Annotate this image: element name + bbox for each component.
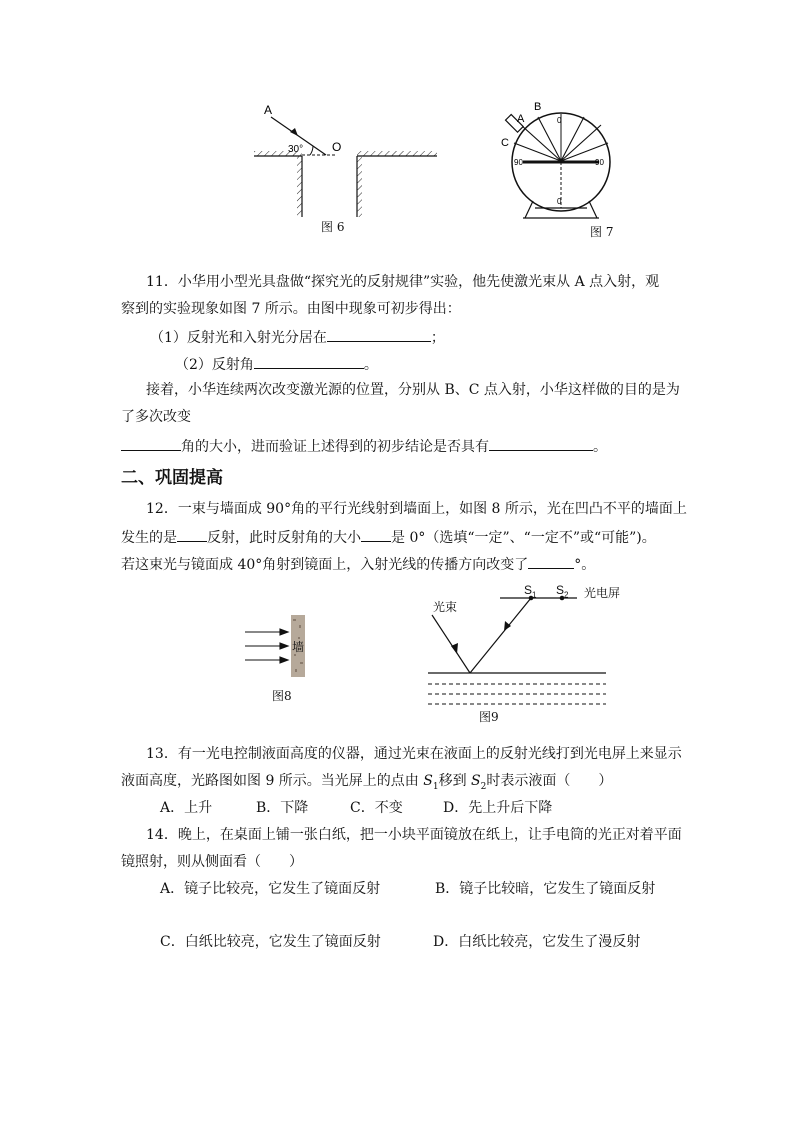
q13-s2-sub: 2 — [480, 781, 487, 792]
q12-blank3[interactable] — [528, 554, 574, 569]
q13-line2 — [121, 772, 612, 796]
incident-beam — [432, 615, 470, 673]
figure-7-caption: 图 7 — [590, 225, 614, 239]
s1-subscript: 1 — [532, 590, 537, 600]
reflected-ray-b — [561, 117, 584, 161]
q11-item1-end: ； — [430, 330, 445, 346]
figure-7-diagram — [495, 98, 625, 228]
q11-item1-text: （1）反射光和入射光分居在 — [150, 330, 327, 346]
reflected-beam-arrow — [504, 621, 511, 631]
section-title: 二、巩固提高 — [121, 468, 223, 488]
incident-ray-arrow — [290, 128, 298, 136]
q11-item2 — [175, 354, 378, 374]
q11-line2: 察到的实验现象如图 7 所示。由图中现象可初步得出： — [121, 301, 461, 317]
figure-6-caption: 图 6 — [321, 220, 345, 234]
q13-option-c[interactable]: C．不变 — [350, 800, 403, 816]
q12-line2 — [121, 527, 656, 547]
figure-8-diagram — [240, 610, 320, 680]
screen-label: 光电屏 — [584, 586, 621, 600]
left-wall-hatch — [297, 156, 302, 217]
q12-line3-a: 若这束光与镜面成 40°角射到镜面上，入射光线的传播方向改变了 — [121, 557, 529, 573]
q12-line3-b: °。 — [574, 557, 596, 573]
right-tick: 90 — [595, 158, 604, 167]
label-c: C — [501, 137, 509, 149]
q13-s2: S — [471, 773, 481, 789]
q11-line5-end: 。 — [593, 439, 607, 455]
q11-line3: 接着，小华连续两次改变激光源的位置，分别从 B、C 点入射，小华这样做的目的是为 — [146, 382, 680, 398]
q14-option-d[interactable]: D．白纸比较亮，它发生了漫反射 — [433, 934, 641, 950]
q11-blank1[interactable] — [327, 327, 431, 342]
label-a: A — [517, 113, 525, 125]
q11-line5 — [121, 436, 607, 456]
q11-item2-text: （2）反射角 — [175, 357, 254, 373]
q12-line1: 12．一束与墙面成 90°角的平行光线射到墙面上，如图 8 所示，光在凹凸不平的墙面上 — [146, 501, 687, 517]
incident-ray-a — [521, 125, 561, 161]
q14-option-b[interactable]: B．镜子比较暗，它发生了镜面反射 — [435, 881, 656, 897]
q11-line5-text: 角的大小，进而验证上述得到的初步结论是否具有 — [181, 439, 489, 455]
figure-8-caption: 图8 — [272, 689, 292, 703]
q13-option-a[interactable]: A．上升 — [160, 800, 213, 816]
q12-blank2[interactable] — [361, 527, 391, 542]
q12-blank1[interactable] — [177, 527, 207, 542]
q13-line2-a: 液面高度，光路图如图 9 所示。当光屏上的点由 — [121, 773, 424, 789]
q11-blank3[interactable] — [121, 436, 181, 451]
q12-line2-b: 反射，此时反射角的大小 — [207, 530, 361, 546]
q11-line4: 了多次改变 — [121, 409, 191, 425]
angle-arc — [310, 146, 313, 155]
q12-line3 — [121, 554, 595, 574]
label-a: A — [264, 103, 273, 117]
angle-label: 30° — [288, 144, 304, 155]
figure-6-diagram — [240, 95, 450, 240]
right-wall-hatch — [357, 156, 362, 217]
s2-label — [556, 583, 568, 599]
q11-item1 — [150, 327, 445, 347]
q14-line1: 14．晚上，在桌面上铺一张白纸，把一小块平面镜放在纸上，让手电筒的光正对着平面 — [146, 827, 682, 843]
s1-label — [524, 583, 536, 599]
q12-line2-a: 发生的是 — [121, 530, 177, 546]
q14-line2: 镜照射，则从侧面看（ ） — [121, 854, 303, 870]
q13-option-d[interactable]: D．先上升后下降 — [443, 800, 553, 816]
parallel-light-rays — [245, 629, 288, 663]
q11-line1: 11．小华用小型光具盘做“探究光的反射规律”实验，他先使激光束从 A 点入射，观 — [146, 274, 660, 290]
q11-item2-end: 。 — [363, 357, 378, 373]
reflected-ray-a — [561, 125, 601, 161]
q13-line2-c: 时表示液面（ ） — [486, 773, 613, 789]
figure-9-caption: 图9 — [479, 710, 499, 724]
beam-label: 光束 — [433, 600, 458, 614]
s1-letter: S — [524, 583, 533, 597]
q13-s1: S — [423, 773, 433, 789]
label-o: O — [332, 140, 342, 154]
q13-line2-b: 移到 — [438, 773, 472, 789]
q14-option-c[interactable]: C．白纸比较亮，它发生了镜面反射 — [160, 934, 381, 950]
top-tick: 0 — [557, 116, 562, 125]
q11-blank2[interactable] — [254, 354, 364, 369]
wall-label: 墙 — [292, 640, 305, 654]
q11-blank4[interactable] — [489, 436, 593, 451]
label-b: B — [534, 101, 542, 113]
q13-option-b[interactable]: B．下降 — [256, 800, 309, 816]
reflected-beam — [470, 598, 531, 673]
s2-subscript: 2 — [564, 590, 569, 600]
q13-line1: 13．有一光电控制液面高度的仪器，通过光束在液面上的反射光线打到光电屏上来显示 — [146, 746, 682, 762]
bottom-tick: 0 — [557, 197, 562, 206]
q12-line2-c: 是 0°（选填“一定”、“一定不”或“可能”)。 — [391, 530, 656, 546]
right-ground-hatch — [357, 151, 437, 156]
q13-s1-sub: 1 — [432, 781, 439, 792]
q14-option-a[interactable]: A．镜子比较亮，它发生了镜面反射 — [160, 881, 381, 897]
left-tick: 90 — [514, 158, 523, 167]
s2-letter: S — [556, 583, 565, 597]
